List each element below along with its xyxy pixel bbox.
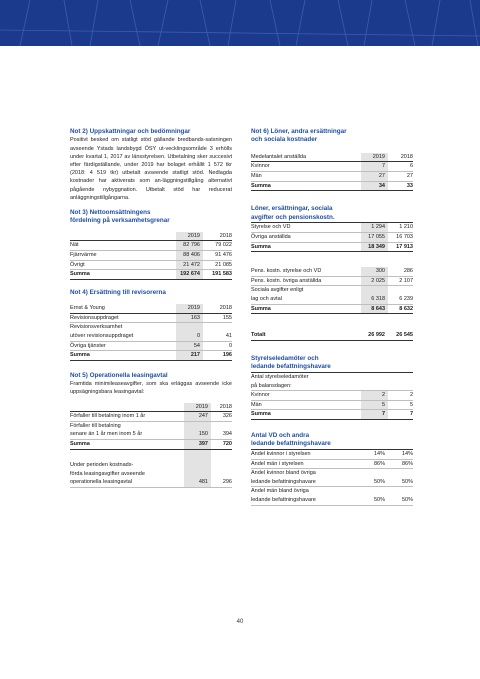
table-row: Förfaller till betalning [70, 421, 232, 430]
board-table [251, 355, 413, 420]
table-header-row: Medelantalet anställda 2019 2018 [251, 153, 413, 162]
table-row: ledande befattningshavare [251, 363, 413, 372]
table-row: Pens. kostn. styrelse och VD 300 286 [251, 267, 413, 276]
table-row: Män 5 5 [251, 400, 413, 410]
table-row: Övriga tjänster 54 0 [70, 341, 232, 351]
table-row: Revisionsverksamhet [70, 323, 232, 332]
table-row: Förfaller till betalning inom 1 år 247 326 [70, 412, 232, 422]
table-row: Övrigt 21 472 21 085 [70, 260, 232, 270]
year-2018: 2018 [203, 232, 232, 241]
table-sum-row: Summa 7 7 [251, 410, 413, 420]
right-column [251, 128, 413, 506]
table-row: Pens. kostn. övriga anställda 2 025 2 107 [251, 276, 413, 286]
table-row: ledande befattningshavare 50% 50% [251, 496, 413, 505]
note3-table [70, 232, 232, 280]
pension-table [251, 267, 413, 314]
salaries-table [251, 205, 413, 252]
table-row: Löner, ersättningar, sociala [251, 205, 333, 213]
note2-text: Positivt besked om statligt stöd gällande bredbands-satsningen avseende Ystads landsbygd ÖSY ut-vecklingsområde 3 erhölls under kvartal 1, 2017 av länsstyrelsen. Utbetalning sker succesivt efter färdigställande, under 2019 har bolaget erhållit 1 572 tkr (2018: 4 519 tkr) utbetalt avseende statligt stöd. Nedlagda kostnader har aktiverats som an-läggningstillgång alternativt pågående nybyggnation. Utbetalt stöd har reducerat anläggningstillgångarna. [70, 137, 232, 201]
note5-text: Framtida minimileaseavgifter, som ska erläggas avseende icke uppsägningsbara leasingavtal: [70, 381, 232, 396]
year-2019: 2019 [176, 232, 203, 241]
table-header-row: 2019 2018 [70, 403, 232, 412]
table-row: Styrelse och VD 1 294 1 210 [251, 223, 413, 233]
table-sum-row: Summa 192 674 191 583 [70, 270, 232, 280]
note6-heading-line1: Not 6) Löner, andra ersättningar [251, 128, 347, 135]
table-row: Revisionsuppdraget 163 155 [70, 313, 232, 323]
header-banner [0, 0, 480, 46]
left-column [70, 128, 232, 488]
table-row: Fjärrvärme 88 406 91 476 [70, 251, 232, 261]
note4-heading: Not 4) Ersättning till revisorerna [70, 288, 166, 296]
table-row: Kvinnor 2 2 [251, 391, 413, 401]
note6-heading-line2: och sociala kostnader [251, 136, 318, 144]
table-row: utöver revisionsuppdraget 0 41 [70, 332, 232, 341]
table-row: Kvinnor 7 6 [251, 162, 413, 172]
table-row [70, 449, 232, 461]
table-sum-row: Summa 397 720 [70, 439, 232, 449]
note3-heading-line1: Not 3) Nettoomsättningens [70, 209, 151, 217]
total-table [251, 331, 413, 341]
employees-table [251, 153, 413, 191]
table-header-row: Ernst & Young 2019 2018 [70, 304, 232, 313]
note2-heading: Not 2) Uppskattningar och bedömningar [70, 128, 191, 135]
table-row: Andel män bland övriga [251, 488, 309, 495]
table-row: förda leasingavgifter avseende [70, 470, 232, 479]
table-row: Nät 82 796 79 022 [70, 241, 232, 251]
table-total-row: Totalt 26 992 26 545 [251, 331, 413, 340]
table-row: Andel kvinnor bland övriga [251, 470, 316, 477]
table-sum-row: Summa 18 349 17 913 [251, 242, 413, 252]
table-row: på balansdagen: [251, 382, 413, 391]
table-row: ledande befattningshavare [251, 440, 413, 449]
table-header-row [70, 232, 232, 241]
table-row: Övriga anställda 17 055 16 703 [251, 232, 413, 242]
table-row: Under perioden kostnads- [70, 461, 232, 470]
note5-table [70, 403, 232, 488]
table-sum-row: Summa 217 196 [70, 351, 232, 361]
note5-heading: Not 5) Operationella leasingavtal [70, 371, 168, 379]
table-row: lag och avtal 6 318 6 239 [251, 295, 413, 304]
table-row: ledande befattningshavare 50% 50% [251, 478, 413, 487]
table-row: avgifter och pensionskostn. [251, 214, 413, 223]
table-row: Styrelseledamöter och [251, 354, 319, 362]
note3-heading-line2: fördelning på verksamhetsgrenar [70, 217, 170, 225]
table-row: Andel män i styrelsen 86% 86% [251, 459, 413, 469]
page-number: 40 [236, 619, 244, 625]
banner-pattern [0, 0, 480, 46]
table-sum-row: Summa 34 33 [251, 181, 413, 191]
table-row: Sociala avgifter enligt [251, 286, 413, 295]
table-row: Män 27 27 [251, 172, 413, 182]
table-row: operationella leasingavtal 481 296 [70, 478, 232, 487]
table-row: Antal VD och andra [251, 431, 310, 439]
note4-table [70, 304, 232, 361]
table-row: Andel kvinnor i styrelsen 14% 14% [251, 450, 413, 460]
executives-table [251, 432, 413, 506]
table-row: senare än 1 år men inom 5 år 150 394 [70, 430, 232, 439]
table-sum-row: Summa 8 643 8 632 [251, 304, 413, 314]
table-row: Antal styrelseledamöter [251, 373, 309, 380]
